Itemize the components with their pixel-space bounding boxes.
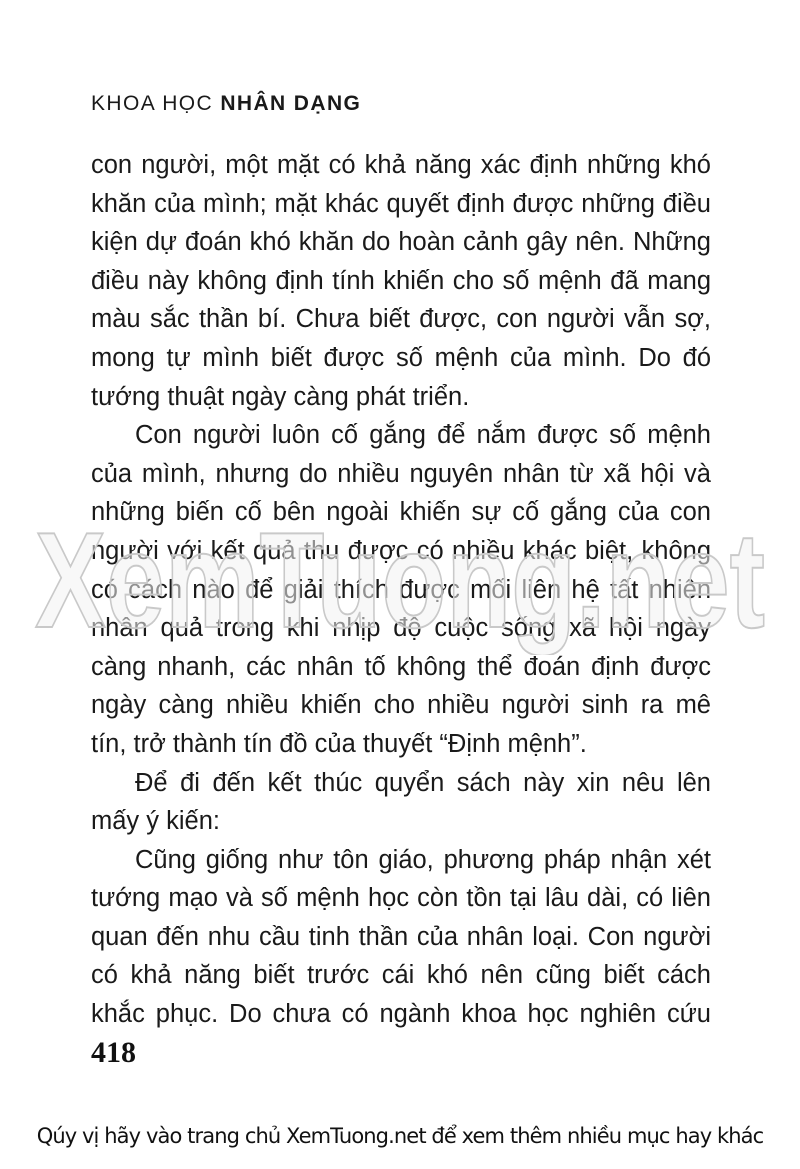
text-line: mong tự mình biết được số mệnh của mình. Do đó (91, 343, 711, 372)
text-line: con người, một mặt có khả năng xác định những khó (91, 151, 711, 179)
text-line: tín, trở thành tín đồ của thuyết “Định mệnh”. (91, 729, 587, 758)
text-line: có cách nào để giải thích được mối liên hệ tất nhiên (91, 575, 711, 604)
text-line: tướng thuật ngày càng phát triển. (91, 382, 470, 411)
text-line: ngày càng nhiều khiến cho nhiều người sinh ra mê (91, 691, 711, 720)
text-line: quan đến nhu cầu tinh thần của nhân loại. Con người (91, 922, 711, 951)
text-line: Cũng giống như tôn giáo, phương pháp nhận xét (135, 845, 711, 874)
running-header (91, 92, 361, 116)
text-line: Để đi đến kết thúc quyển sách này xin nêu lên (135, 768, 711, 797)
footer-note: Qúy vị hãy vào trang chủ XemTuong.net để xem thêm nhiều mục hay khác (36, 1124, 764, 1148)
text-line: kiện dự đoán khó khăn do hoàn cảnh gây nên. Những (91, 228, 711, 257)
text-line: có khả năng biết trước cái khó nên cũng biết cách (91, 961, 711, 990)
running-header-title: NHÂN DẠNG (220, 92, 362, 115)
paragraph (91, 841, 711, 1034)
text-line: Con người luôn cố gắng để nắm được số mệnh (135, 421, 711, 450)
text-line: khắc phục. Do chưa có ngành khoa học nghiên cứu (91, 1000, 711, 1029)
text-line: mấy ý kiến: (91, 807, 220, 836)
paragraph (91, 416, 711, 763)
text-line: màu sắc thần bí. Chưa biết được, con người vẫn sợ, (91, 305, 711, 334)
text-line: người với kết quả thu được có nhiều khác biệt, không (91, 536, 711, 565)
page-number: 418 (91, 1036, 136, 1069)
text-line: tướng mạo và số mệnh học còn tồn tại lâu dài, có liên (91, 884, 711, 913)
text-line: những biến cố bên ngoài khiến sự cố gắng của con (91, 498, 711, 527)
text-line: khăn của mình; mặt khác quyết định được những điều (91, 189, 711, 218)
paragraph (91, 764, 711, 841)
paragraph (91, 146, 711, 416)
watermark-text: XemTuong.net (35, 505, 765, 655)
text-line: càng nhanh, các nhân tố không thể đoán định được (91, 652, 711, 681)
running-header-prefix: KHOA HỌC (91, 92, 214, 115)
body-text (91, 146, 711, 1034)
text-line: của mình, nhưng do nhiều nguyên nhân từ xã hội và (91, 459, 711, 488)
text-line: điều này không định tính khiến cho số mệnh đã mang (91, 266, 711, 295)
text-line: nhân quả trong khi nhịp độ cuộc sống xã hội ngày (91, 614, 711, 643)
